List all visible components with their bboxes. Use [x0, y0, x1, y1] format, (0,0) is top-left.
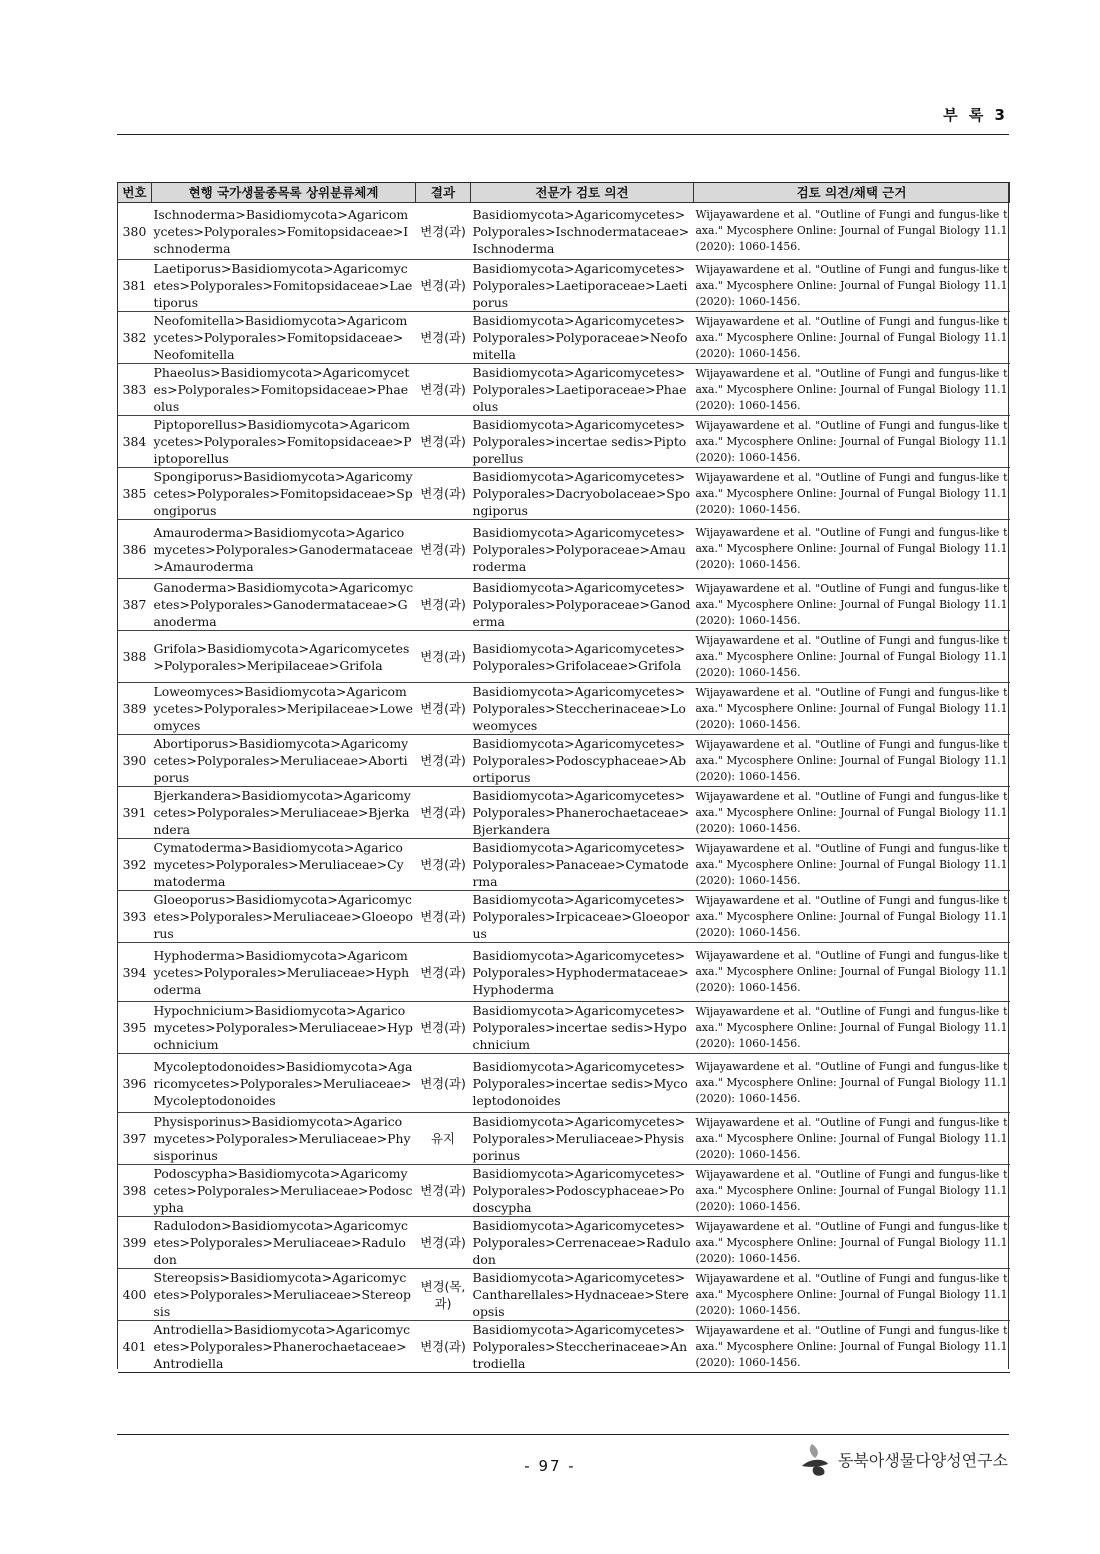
review-result: 변경(과) [416, 631, 471, 683]
adoption-basis: Wijayawardene et al. "Outline of Fungi and fungus-like taxa." Mycosphere Online: Journal of Fungal Biology 11.1 (2020): 1060-1456. [694, 1217, 1010, 1269]
review-result: 변경(과) [416, 468, 471, 520]
expert-opinion: Basidiomycota>Agaricomycetes>Polyporales>incertae sedis>Mycoleptodonoides [471, 1054, 694, 1113]
column-header-number: 번호 [118, 183, 152, 203]
review-result: 변경(과) [416, 943, 471, 1002]
table-row [118, 631, 1010, 683]
current-classification: Bjerkandera>Basidiomycota>Agaricomycetes>Polyporales>Meruliaceae>Bjerkandera [152, 787, 416, 839]
expert-opinion: Basidiomycota>Agaricomycetes>Polyporales>Steccherinaceae>Loweomyces [471, 683, 694, 735]
expert-opinion: Basidiomycota>Agaricomycetes>Polyporales>Ischnodermataceae>Ischnoderma [471, 203, 694, 260]
expert-opinion: Basidiomycota>Agaricomycetes>Polyporales>Steccherinaceae>Antrodiella [471, 1321, 694, 1373]
row-number: 386 [118, 520, 152, 579]
adoption-basis: Wijayawardene et al. "Outline of Fungi and fungus-like taxa." Mycosphere Online: Journal of Fungal Biology 11.1 (2020): 1060-1456. [694, 312, 1010, 364]
table-row [118, 312, 1010, 364]
review-result: 변경(과) [416, 520, 471, 579]
adoption-basis: Wijayawardene et al. "Outline of Fungi and fungus-like taxa." Mycosphere Online: Journal of Fungal Biology 11.1 (2020): 1060-1456. [694, 260, 1010, 312]
table-row [118, 1165, 1010, 1217]
current-classification: Loweomyces>Basidiomycota>Agaricomycetes>Polyporales>Meripilaceae>Loweomyces [152, 683, 416, 735]
table-row [118, 943, 1010, 1002]
adoption-basis: Wijayawardene et al. "Outline of Fungi and fungus-like taxa." Mycosphere Online: Journal of Fungal Biology 11.1 (2020): 1060-1456. [694, 787, 1010, 839]
review-result: 변경(과) [416, 416, 471, 468]
review-result: 변경(과) [416, 1002, 471, 1054]
table-row [118, 1321, 1010, 1373]
adoption-basis: Wijayawardene et al. "Outline of Fungi and fungus-like taxa." Mycosphere Online: Journal of Fungal Biology 11.1 (2020): 1060-1456. [694, 1113, 1010, 1165]
review-result: 변경(과) [416, 1217, 471, 1269]
row-number: 393 [118, 891, 152, 943]
current-classification: Amauroderma>Basidiomycota>Agaricomycetes>Polyporales>Ganodermataceae>Amauroderma [152, 520, 416, 579]
expert-opinion: Basidiomycota>Agaricomycetes>Polyporales>Laetiporaceae>Laetiporus [471, 260, 694, 312]
adoption-basis: Wijayawardene et al. "Outline of Fungi and fungus-like taxa." Mycosphere Online: Journal of Fungal Biology 11.1 (2020): 1060-1456. [694, 1002, 1010, 1054]
page-number: - 97 - [524, 1457, 576, 1475]
review-result: 변경(과) [416, 364, 471, 416]
review-result: 변경(과) [416, 683, 471, 735]
review-result: 변경(과) [416, 1321, 471, 1373]
expert-opinion: Basidiomycota>Agaricomycetes>Polyporales>Podoscyphaceae>Abortiporus [471, 735, 694, 787]
row-number: 394 [118, 943, 152, 1002]
review-result: 변경(과) [416, 203, 471, 260]
review-result: 변경(과) [416, 735, 471, 787]
table-row [118, 203, 1010, 260]
column-header-opinion: 전문가 검토 의견 [471, 183, 694, 203]
table-row [118, 520, 1010, 579]
current-classification: Gloeoporus>Basidiomycota>Agaricomycetes>Polyporales>Meruliaceae>Gloeoporus [152, 891, 416, 943]
row-number: 387 [118, 579, 152, 631]
adoption-basis: Wijayawardene et al. "Outline of Fungi and fungus-like taxa." Mycosphere Online: Journal of Fungal Biology 11.1 (2020): 1060-1456. [694, 735, 1010, 787]
row-number: 381 [118, 260, 152, 312]
adoption-basis: Wijayawardene et al. "Outline of Fungi and fungus-like taxa." Mycosphere Online: Journal of Fungal Biology 11.1 (2020): 1060-1456. [694, 683, 1010, 735]
current-classification: Hypochnicium>Basidiomycota>Agaricomycetes>Polyporales>Meruliaceae>Hypochnicium [152, 1002, 416, 1054]
current-classification: Neofomitella>Basidiomycota>Agaricomycetes>Polyporales>Fomitopsidaceae>Neofomitella [152, 312, 416, 364]
row-number: 397 [118, 1113, 152, 1165]
row-number: 392 [118, 839, 152, 891]
current-classification: Podoscypha>Basidiomycota>Agaricomycetes>Polyporales>Meruliaceae>Podoscypha [152, 1165, 416, 1217]
leaf-drop-logo-icon [798, 1440, 834, 1478]
expert-opinion: Basidiomycota>Agaricomycetes>Cantharellales>Hydnaceae>Stereopsis [471, 1269, 694, 1321]
expert-opinion: Basidiomycota>Agaricomycetes>Polyporales>Polyporaceae>Ganoderma [471, 579, 694, 631]
column-header-current: 현행 국가생물종목록 상위분류체계 [152, 183, 416, 203]
review-result: 변경(과) [416, 787, 471, 839]
expert-opinion: Basidiomycota>Agaricomycetes>Polyporales>Irpicaceae>Gloeoporus [471, 891, 694, 943]
expert-opinion: Basidiomycota>Agaricomycetes>Polyporales>Polyporaceae>Amauroderma [471, 520, 694, 579]
adoption-basis: Wijayawardene et al. "Outline of Fungi and fungus-like taxa." Mycosphere Online: Journal of Fungal Biology 11.1 (2020): 1060-1456. [694, 1269, 1010, 1321]
expert-opinion: Basidiomycota>Agaricomycetes>Polyporales>Polyporaceae>Neofomitella [471, 312, 694, 364]
current-classification: Physisporinus>Basidiomycota>Agaricomycetes>Polyporales>Meruliaceae>Physisporinus [152, 1113, 416, 1165]
row-number: 391 [118, 787, 152, 839]
current-classification: Grifola>Basidiomycota>Agaricomycetes>Polyporales>Meripilaceae>Grifola [152, 631, 416, 683]
current-classification: Cymatoderma>Basidiomycota>Agaricomycetes>Polyporales>Meruliaceae>Cymatoderma [152, 839, 416, 891]
expert-opinion: Basidiomycota>Agaricomycetes>Polyporales>incertae sedis>Piptoporellus [471, 416, 694, 468]
table-row [118, 1054, 1010, 1113]
current-classification: Ganoderma>Basidiomycota>Agaricomycetes>Polyporales>Ganodermataceae>Ganoderma [152, 579, 416, 631]
organization-name: 동북아생물다양성연구소 [837, 1450, 1008, 1470]
review-result: 변경(과) [416, 839, 471, 891]
table-row [118, 1269, 1010, 1321]
row-number: 382 [118, 312, 152, 364]
current-classification: Stereopsis>Basidiomycota>Agaricomycetes>Polyporales>Meruliaceae>Stereopsis [152, 1269, 416, 1321]
expert-opinion: Basidiomycota>Agaricomycetes>Polyporales>Laetiporaceae>Phaeolus [471, 364, 694, 416]
review-result: 변경(과) [416, 579, 471, 631]
row-number: 384 [118, 416, 152, 468]
column-header-basis: 검토 의견/채택 근거 [694, 183, 1010, 203]
table-row [118, 1217, 1010, 1269]
expert-opinion: Basidiomycota>Agaricomycetes>Polyporales>Panaceae>Cymatoderma [471, 839, 694, 891]
row-number: 398 [118, 1165, 152, 1217]
table-row [118, 1113, 1010, 1165]
row-number: 389 [118, 683, 152, 735]
review-result: 변경(과) [416, 891, 471, 943]
taxonomy-review-table [117, 182, 1010, 1373]
organization-block [798, 1440, 1008, 1478]
table-row [118, 416, 1010, 468]
expert-opinion: Basidiomycota>Agaricomycetes>Polyporales>Hyphodermataceae>Hyphoderma [471, 943, 694, 1002]
row-number: 380 [118, 203, 152, 260]
expert-opinion: Basidiomycota>Agaricomycetes>Polyporales>incertae sedis>Hypochnicium [471, 1002, 694, 1054]
adoption-basis: Wijayawardene et al. "Outline of Fungi and fungus-like taxa." Mycosphere Online: Journal of Fungal Biology 11.1 (2020): 1060-1456. [694, 203, 1010, 260]
current-classification: Abortiporus>Basidiomycota>Agaricomycetes>Polyporales>Meruliaceae>Abortiporus [152, 735, 416, 787]
adoption-basis: Wijayawardene et al. "Outline of Fungi and fungus-like taxa." Mycosphere Online: Journal of Fungal Biology 11.1 (2020): 1060-1456. [694, 943, 1010, 1002]
current-classification: Antrodiella>Basidiomycota>Agaricomycetes>Polyporales>Phanerochaetaceae>Antrodiella [152, 1321, 416, 1373]
table-body [118, 203, 1010, 1373]
row-number: 385 [118, 468, 152, 520]
current-classification: Mycoleptodonoides>Basidiomycota>Agaricomycetes>Polyporales>Meruliaceae>Mycoleptodonoides [152, 1054, 416, 1113]
expert-opinion: Basidiomycota>Agaricomycetes>Polyporales>Phanerochaetaceae>Bjerkandera [471, 787, 694, 839]
adoption-basis: Wijayawardene et al. "Outline of Fungi and fungus-like taxa." Mycosphere Online: Journal of Fungal Biology 11.1 (2020): 1060-1456. [694, 839, 1010, 891]
review-result: 변경(목, 과) [416, 1269, 471, 1321]
current-classification: Ischnoderma>Basidiomycota>Agaricomycetes>Polyporales>Fomitopsidaceae>Ischnoderma [152, 203, 416, 260]
adoption-basis: Wijayawardene et al. "Outline of Fungi and fungus-like taxa." Mycosphere Online: Journal of Fungal Biology 11.1 (2020): 1060-1456. [694, 891, 1010, 943]
table-row [118, 1002, 1010, 1054]
table-header-row [118, 183, 1010, 203]
table-row [118, 260, 1010, 312]
review-result: 변경(과) [416, 1165, 471, 1217]
current-classification: Hyphoderma>Basidiomycota>Agaricomycetes>Polyporales>Meruliaceae>Hyphoderma [152, 943, 416, 1002]
table-row [118, 579, 1010, 631]
adoption-basis: Wijayawardene et al. "Outline of Fungi and fungus-like taxa." Mycosphere Online: Journal of Fungal Biology 11.1 (2020): 1060-1456. [694, 1321, 1010, 1373]
review-result: 변경(과) [416, 1054, 471, 1113]
current-classification: Piptoporellus>Basidiomycota>Agaricomycetes>Polyporales>Fomitopsidaceae>Piptoporellus [152, 416, 416, 468]
adoption-basis: Wijayawardene et al. "Outline of Fungi and fungus-like taxa." Mycosphere Online: Journal of Fungal Biology 11.1 (2020): 1060-1456. [694, 1054, 1010, 1113]
table-row [118, 683, 1010, 735]
review-result: 변경(과) [416, 312, 471, 364]
table-row [118, 839, 1010, 891]
row-number: 390 [118, 735, 152, 787]
adoption-basis: Wijayawardene et al. "Outline of Fungi and fungus-like taxa." Mycosphere Online: Journal of Fungal Biology 11.1 (2020): 1060-1456. [694, 1165, 1010, 1217]
row-number: 388 [118, 631, 152, 683]
table-row [118, 735, 1010, 787]
table-row [118, 468, 1010, 520]
table-row [118, 891, 1010, 943]
adoption-basis: Wijayawardene et al. "Outline of Fungi and fungus-like taxa." Mycosphere Online: Journal of Fungal Biology 11.1 (2020): 1060-1456. [694, 631, 1010, 683]
adoption-basis: Wijayawardene et al. "Outline of Fungi and fungus-like taxa." Mycosphere Online: Journal of Fungal Biology 11.1 (2020): 1060-1456. [694, 579, 1010, 631]
adoption-basis: Wijayawardene et al. "Outline of Fungi and fungus-like taxa." Mycosphere Online: Journal of Fungal Biology 11.1 (2020): 1060-1456. [694, 520, 1010, 579]
footer-rule [117, 1434, 1009, 1435]
table-row [118, 364, 1010, 416]
current-classification: Radulodon>Basidiomycota>Agaricomycetes>Polyporales>Meruliaceae>Radulodon [152, 1217, 416, 1269]
appendix-label: 부 록 3 [943, 106, 1008, 124]
row-number: 383 [118, 364, 152, 416]
adoption-basis: Wijayawardene et al. "Outline of Fungi and fungus-like taxa." Mycosphere Online: Journal of Fungal Biology 11.1 (2020): 1060-1456. [694, 416, 1010, 468]
row-number: 400 [118, 1269, 152, 1321]
header-rule [117, 134, 1009, 135]
expert-opinion: Basidiomycota>Agaricomycetes>Polyporales>Dacryobolaceae>Spongiporus [471, 468, 694, 520]
current-classification: Laetiporus>Basidiomycota>Agaricomycetes>Polyporales>Fomitopsidaceae>Laetiporus [152, 260, 416, 312]
expert-opinion: Basidiomycota>Agaricomycetes>Polyporales>Cerrenaceae>Radulodon [471, 1217, 694, 1269]
expert-opinion: Basidiomycota>Agaricomycetes>Polyporales>Meruliaceae>Physisporinus [471, 1113, 694, 1165]
column-header-result: 결과 [416, 183, 471, 203]
row-number: 395 [118, 1002, 152, 1054]
row-number: 396 [118, 1054, 152, 1113]
expert-opinion: Basidiomycota>Agaricomycetes>Polyporales>Podoscyphaceae>Podoscypha [471, 1165, 694, 1217]
expert-opinion: Basidiomycota>Agaricomycetes>Polyporales>Grifolaceae>Grifola [471, 631, 694, 683]
current-classification: Spongiporus>Basidiomycota>Agaricomycetes>Polyporales>Fomitopsidaceae>Spongiporus [152, 468, 416, 520]
table-row [118, 787, 1010, 839]
row-number: 399 [118, 1217, 152, 1269]
current-classification: Phaeolus>Basidiomycota>Agaricomycetes>Polyporales>Fomitopsidaceae>Phaeolus [152, 364, 416, 416]
row-number: 401 [118, 1321, 152, 1373]
adoption-basis: Wijayawardene et al. "Outline of Fungi and fungus-like taxa." Mycosphere Online: Journal of Fungal Biology 11.1 (2020): 1060-1456. [694, 364, 1010, 416]
review-result: 유지 [416, 1113, 471, 1165]
review-result: 변경(과) [416, 260, 471, 312]
adoption-basis: Wijayawardene et al. "Outline of Fungi and fungus-like taxa." Mycosphere Online: Journal of Fungal Biology 11.1 (2020): 1060-1456. [694, 468, 1010, 520]
